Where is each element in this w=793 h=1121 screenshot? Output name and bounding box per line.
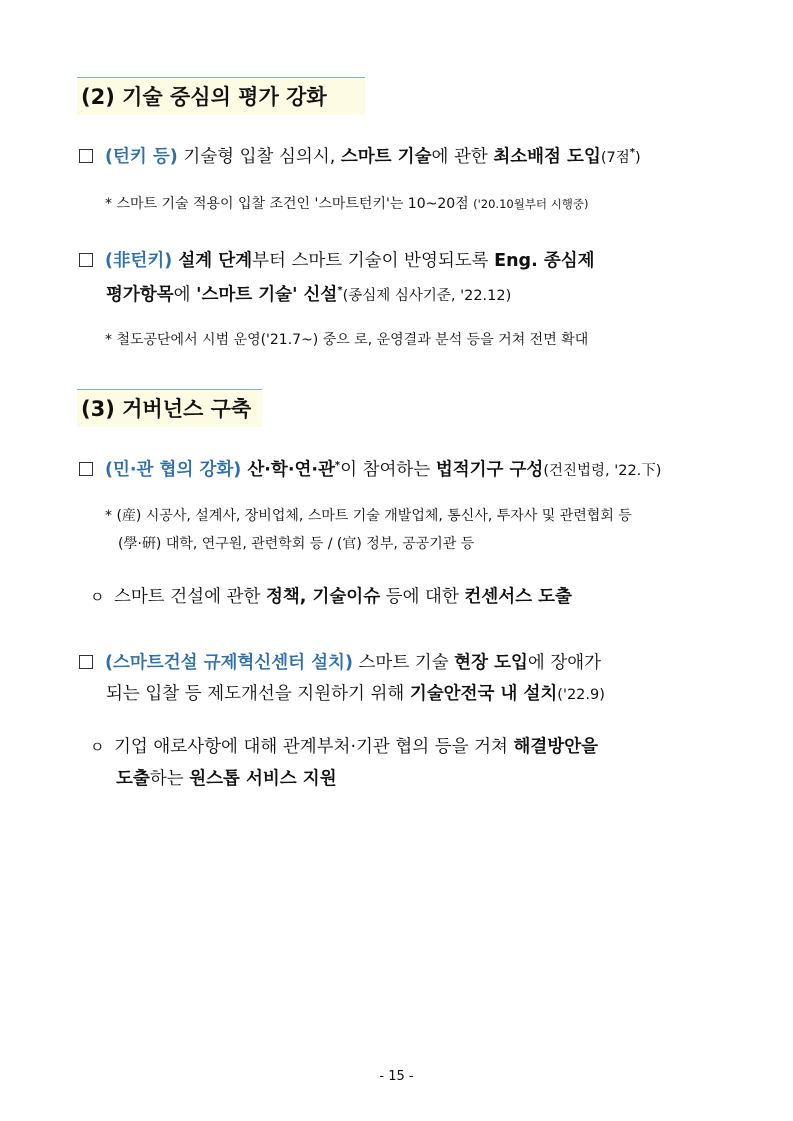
footnote: * 스마트 기술 적용이 입찰 조건인 '스마트턴키'는 10~20점 ('20.10월부터 시행중) [105,196,589,212]
checkbox-item: (턴키 등) 기술형 입찰 심의시, 스마트 기술에 관한 최소배점 도입(7점*) [79,143,641,168]
checkbox-icon [79,655,93,669]
page-number: - 15 - [379,1069,414,1084]
checkbox-item-cont: 평가항목에 '스마트 기술' 신설*(종심제 심사기준, '22.12) [106,285,512,305]
checkbox-icon [79,149,93,163]
checkbox-item: (非턴키) 설계 단계부터 스마트 기술이 반영되도록 Eng. 종심제 [79,247,719,272]
checkbox-item-cont: 되는 입찰 등 제도개선을 지원하기 위해 기술안전국 내 설치('22.9) [106,684,605,704]
checkbox-item: (민·관 협의 강화) 산·학·연·관*이 참여하는 법적기구 구성(건진법령, '22.下) [79,456,661,481]
bullet-item: ㅇ 기업 애로사항에 대해 관계부처·기관 협의 등을 거쳐 해결방안을 [90,737,599,757]
footnote: * (産) 시공사, 설계사, 장비업체, 스마트 기술 개발업체, 통신사, 투자사 및 관련협회 등 [105,508,632,524]
section-heading: (2) 기술 중심의 평가 강화 [77,77,365,115]
section-heading: (3) 거버넌스 구축 [77,389,262,427]
bullet-item-cont: 도출하는 원스톱 서비스 지원 [116,769,337,789]
checkbox-icon [79,253,93,267]
checkbox-icon [79,462,93,476]
bullet-item: ㅇ 스마트 건설에 관한 정책, 기술이슈 등에 대한 컨센서스 도출 [90,587,572,607]
footnote: (學·硏) 대학, 연구원, 관련학회 등 / (官) 정부, 공공기관 등 [118,536,475,552]
checkbox-item: (스마트건설 규제혁신센터 설치) 스마트 기술 현장 도입에 장애가 [79,649,601,674]
footnote: * 철도공단에서 시범 운영('21.7~) 중으 로, 운영결과 분석 등을 거쳐 전면 확대 [105,332,589,348]
